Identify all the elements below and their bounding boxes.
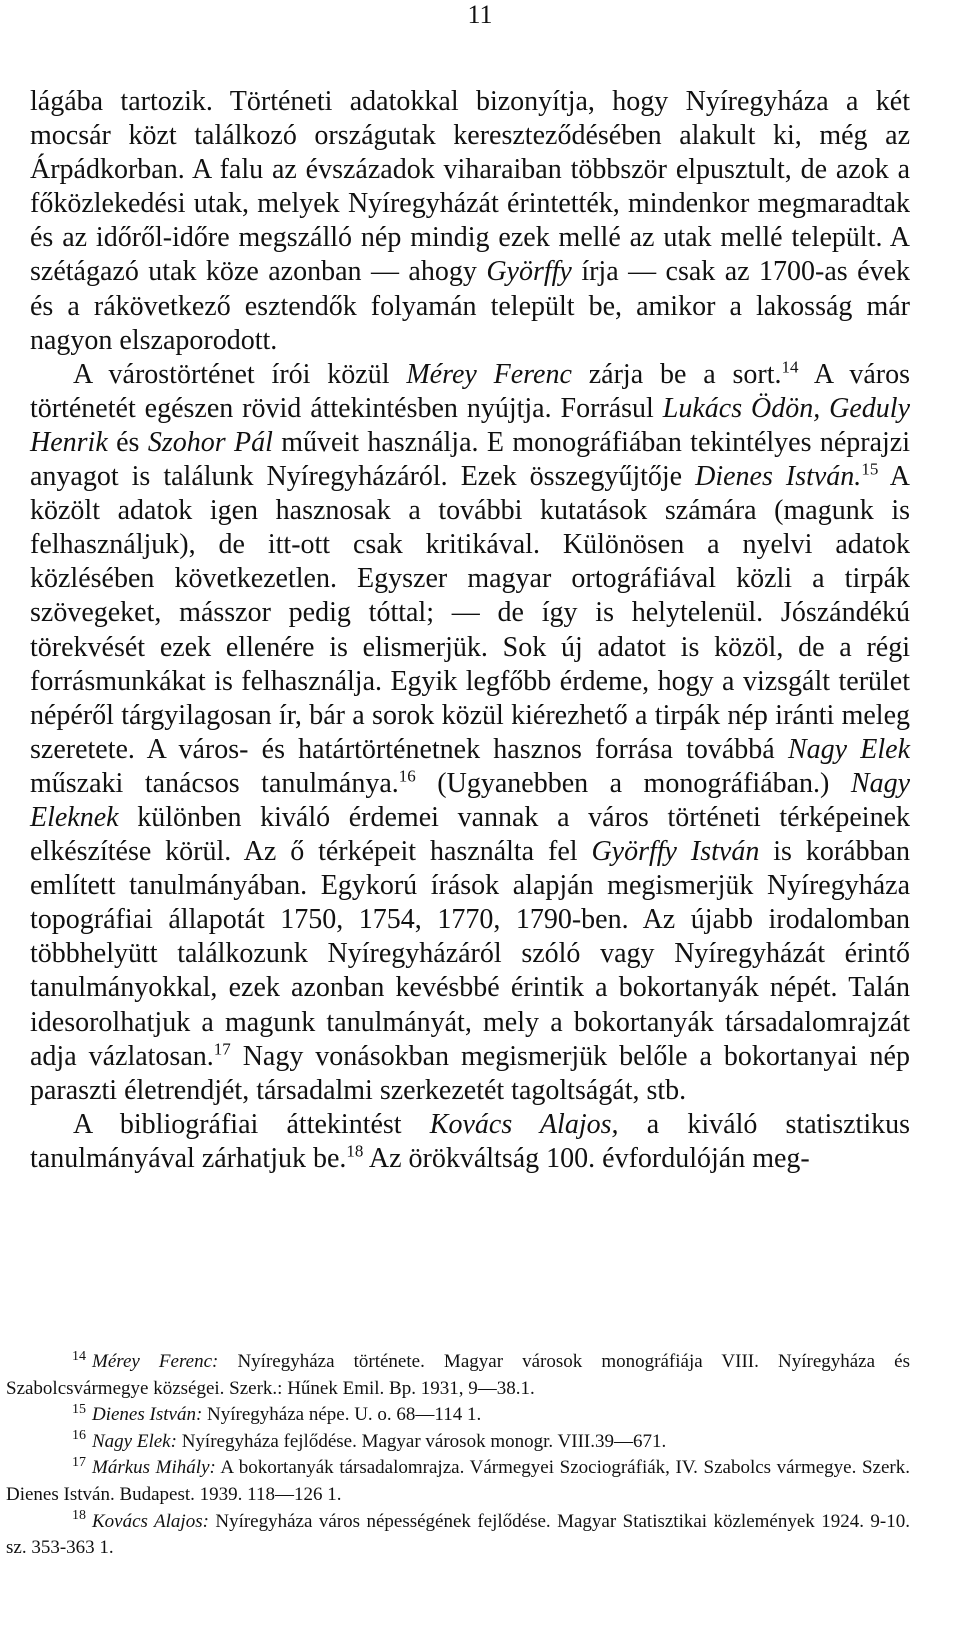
italic-name: Lukács Ödön, Geduly Henrik bbox=[30, 392, 911, 458]
text-run: Nyíregyháza népe. U. o. 68—114 1. bbox=[202, 1404, 482, 1426]
italic-name: Nagy Elek: bbox=[92, 1430, 177, 1452]
footnote-reference[interactable]: 18 bbox=[346, 1141, 364, 1161]
text-run: különben kiváló érdemei vannak a város történeti térképeinek elkészítése körül. Az ő térképeit használta fel bbox=[30, 801, 910, 868]
italic-name: Mérey Ferenc bbox=[406, 358, 572, 390]
text-run: Nyíregyháza város népességének fejlődése. Magyar Statisztikai közlemények 1924. 9-10. sz. 353-363 1. bbox=[6, 1510, 910, 1559]
footnote bbox=[6, 1402, 910, 1429]
text-run: Nyíregyháza fejlődése. Magyar városok monogr. VIII.39—671. bbox=[176, 1430, 667, 1452]
text-run: Az örökváltság 100. évfordulóján meg- bbox=[363, 1142, 810, 1174]
italic-name: Mérey Ferenc: bbox=[92, 1351, 219, 1372]
main-text bbox=[30, 85, 910, 1176]
italic-name: Nagy Eleknek bbox=[30, 767, 910, 833]
text-run: (Ugyanebben a monográfiában.) bbox=[415, 767, 851, 799]
footnote-reference[interactable]: 16 bbox=[398, 766, 416, 786]
italic-name: Kovács Alajos: bbox=[92, 1510, 209, 1532]
text-run: műveit használja. E monográfiában tekintélyes néprajzi anyagot is találunk Nyíregyházáról. Ezek összegyűjtője bbox=[30, 426, 910, 493]
footnote-number: 18 bbox=[72, 1508, 86, 1524]
text-run: zárja be a sort. bbox=[571, 358, 782, 390]
footnote bbox=[6, 1429, 910, 1456]
italic-name: Nagy Elek bbox=[787, 733, 911, 765]
footnote-reference[interactable]: 15 bbox=[861, 459, 879, 479]
footnote bbox=[6, 1509, 910, 1562]
italic-name: Györffy bbox=[486, 256, 572, 288]
footnote-number: 14 bbox=[72, 1348, 86, 1364]
footnotes bbox=[6, 1349, 910, 1562]
footnote bbox=[6, 1349, 910, 1402]
italic-name: Dienes István. bbox=[695, 461, 862, 493]
text-run: írja — csak az 1700-as évek és a rákövetkező esztendők folyamán települt be, amikor a lakosság már nagyon elszaporodott. bbox=[30, 256, 911, 356]
text-run: műszaki tanácsos tanulmánya. bbox=[30, 767, 399, 799]
paragraph bbox=[30, 1108, 910, 1176]
text-run: Nyíregyháza története. Magyar városok monográfiája VIII. Nyíregyháza és Szabolcsvármegye községei. Szerk.: Hűnek Emil. Bp. 1931, 9—38.1. bbox=[6, 1351, 910, 1399]
footnote-number: 15 bbox=[72, 1401, 86, 1417]
text-run: a kiváló statisztikus tanulmányával zárhatjuk be. bbox=[30, 1108, 910, 1174]
text-run: is korábban említett tanulmányában. Egykorú írások alapján megismerjük Nyíregyháza topográfiai állapotát 1750, 1754, 1770, 1790-ben. Az újabb irodalomban többhelyütt találkozunk Nyíregyházáról szóló vagy Nyíregyházát érintő tanulmányokkal, ezek azonban kevésbbé érintik a bokortanyák népét. Talán idesorolhatjuk a magunk tanulmányát, mely a bokortanyák társadalomrajzát adja vázlatosan. bbox=[30, 836, 910, 1072]
footnote bbox=[6, 1455, 910, 1508]
paragraph bbox=[30, 358, 910, 1108]
italic-name: Márkus Mihály: bbox=[92, 1457, 216, 1479]
text-run: A közölt adatok igen hasznosak a további kutatások számára (magunk is felhasználjuk), de itt-ott csak kritikával. Különösen a nyelvi adatok közlésében következetlen. Egyszer magyar ortográfiával közli a tirpák szövegeket, másszor pedig tóttal; — de így is helytelenül. Jószándékú törekvését ezek ellenére is elismerjük. Sok új adatot is közöl, de a régi forrásmunkákat is felhasználja. Egyik legfőbb érdeme, hogy a vizsgált terület népéről tárgyilagosan ír, bár a sorok közül kiérezhető a tirpák nép iránti meleg szeretete. A város- és határtörténetnek hasznos forrása továbbá bbox=[30, 461, 911, 765]
italic-name: Dienes István: bbox=[92, 1404, 203, 1426]
footnote-reference[interactable]: 17 bbox=[213, 1039, 231, 1059]
page-number: 11 bbox=[467, 0, 493, 29]
text-run: lágába tartozik. Történeti adatokkal bizonyítja, hogy Nyíregyháza a két mocsár közt találkozó országutak kereszteződésében alakult ki, még az Árpádkorban. A falu az évszázadok viharaiban többször elpusztult, de azok a főközlekedési utak, melyek Nyíregyházát érintették, mindenkor megmaradtak és az időről-időre megszálló nép mindig ezek mellé az utak mellé települt. A szétágazó utak köze azonban — ahogy bbox=[30, 86, 910, 288]
italic-name: Kovács Alajos, bbox=[429, 1108, 619, 1140]
italic-name: Györffy István bbox=[591, 836, 760, 868]
text-run: és bbox=[107, 426, 148, 458]
footnote-number: 16 bbox=[72, 1428, 86, 1444]
italic-name: Szohor Pál bbox=[147, 426, 273, 458]
text-run: A várostörténet írói közül bbox=[73, 358, 407, 390]
footnote-number: 17 bbox=[72, 1455, 86, 1471]
paragraph bbox=[30, 85, 910, 358]
text-run: A város történetét egészen rövid áttekintésben nyújtja. Forrásul bbox=[30, 358, 911, 424]
text-run: Nagy vonásokban megismerjük belőle a bokortanyai nép paraszti életrendjét, társadalmi szerkezetét tagoltságát, stb. bbox=[30, 1040, 910, 1106]
footnote-reference[interactable]: 14 bbox=[781, 357, 799, 377]
text-run: A bibliográfiai áttekintést bbox=[73, 1108, 430, 1140]
text-run: A bokortanyák társadalomrajza. Vármegyei Szociográfiák, IV. Szabolcs vármegye. Szerk. Dienes István. Budapest. 1939. 118—126 1. bbox=[6, 1457, 910, 1505]
